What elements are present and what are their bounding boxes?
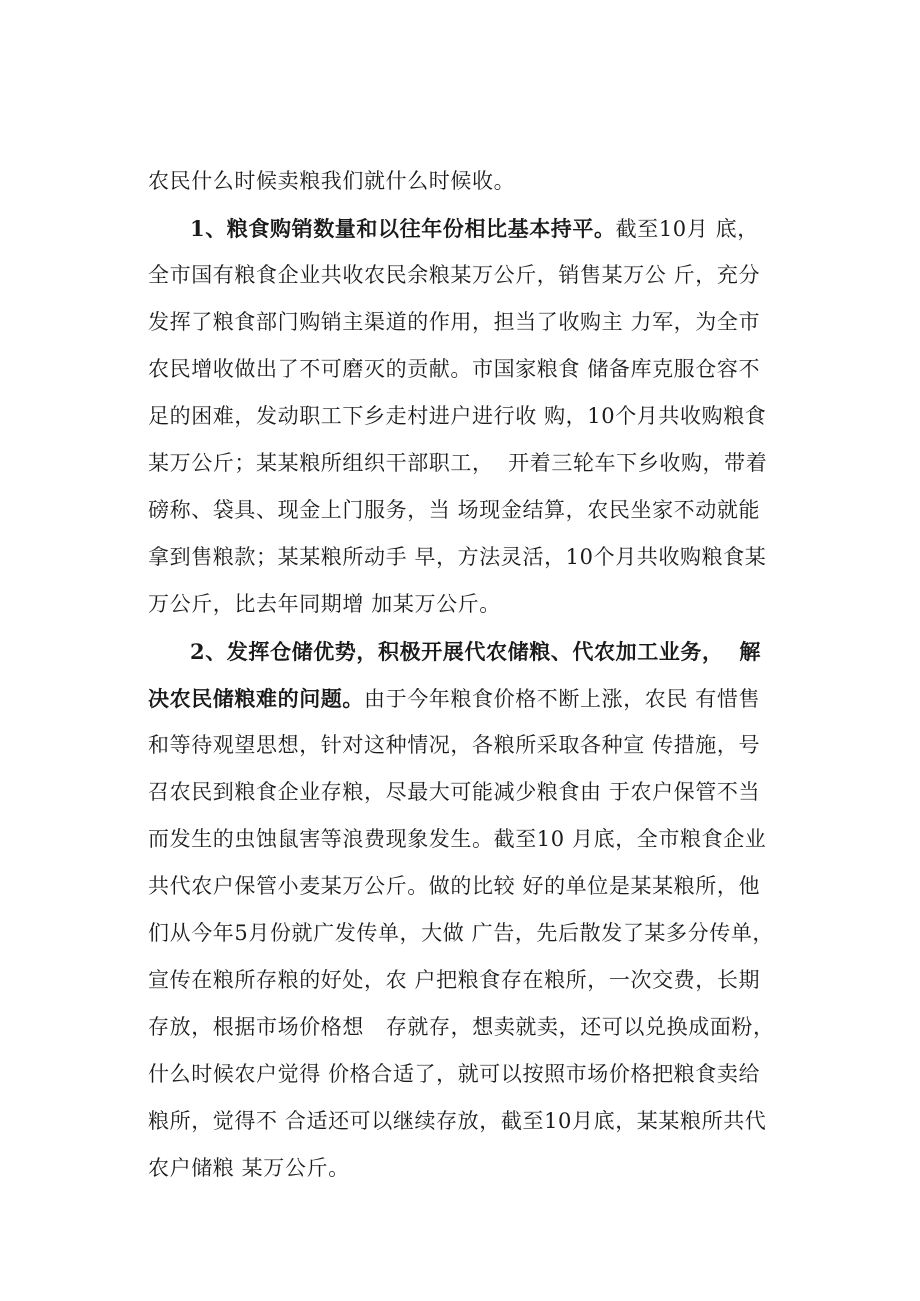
paragraph-line: 农民什么时候卖粮我们就什么时候收。 xyxy=(148,169,516,193)
paragraph-line: 农户储粮 某万公斤。 xyxy=(148,1156,350,1180)
paragraph-line: 万公斤，比去年同期增 加某万公斤。 xyxy=(148,592,501,616)
paragraph-line: 拿到售粮款；某某粮所动手 早，方法灵活，10个月共收购粮食某 xyxy=(148,545,767,569)
paragraph-2-heading: 决农民储粮难的问题。 xyxy=(148,686,364,711)
paragraph-line: 某万公斤；某某粮所组织干部职工， 开着三轮车下乡收购，带着 xyxy=(148,451,768,475)
paragraph-2-heading-line-1: 2、发挥仓储优势，积极开展代农储粮、代农加工业务， 解 xyxy=(190,639,762,664)
paragraph-1-heading: 1、粮食购销数量和以往年份相比基本持平。 xyxy=(190,216,616,241)
paragraph-line: 粮所，觉得不 合适还可以继续存放，截至10月底，某某粮所共代 xyxy=(148,1109,767,1133)
paragraph-line: 们从今年5月份就广发传单，大做 广告，先后散发了某多分传单， xyxy=(148,921,775,945)
paragraph-1-heading-tail: 截至10月 底， xyxy=(615,217,759,241)
paragraph-line: 存放，根据市场价格想 存就存，想卖就卖，还可以兑换成面粉， xyxy=(148,1015,775,1039)
paragraph-line: 全市国有粮食企业共收农民余粮某万公斤，销售某万公 斤，充分 xyxy=(148,263,761,287)
paragraph-line: 召农民到粮食企业存粮，尽最大可能减少粮食由 于农户保管不当 xyxy=(148,780,761,804)
paragraph-line: 足的困难，发动职工下乡走村进户进行收 购，10个月共收购粮食 xyxy=(148,404,767,428)
paragraph-line: 发挥了粮食部门购销主渠道的作用，担当了收购主 力军，为全市 xyxy=(148,310,761,334)
document-body xyxy=(148,158,808,1192)
paragraph-line: 而发生的虫蚀鼠害等浪费现象发生。截至10 月底，全市粮食企业 xyxy=(148,827,767,851)
paragraph-line: 磅称、袋具、现金上门服务，当 场现金结算，农民坐家不动就能 xyxy=(148,498,761,522)
paragraph-line: 农民增收做出了不可磨灭的贡献。市国家粮食 储备库克服仓容不 xyxy=(148,357,761,381)
paragraph-line: 宣传在粮所存粮的好处，农 户把粮食存在粮所，一次交费，长期 xyxy=(148,968,761,992)
paragraph-line: 什么时候农户觉得 价格合适了，就可以按照市场价格把粮食卖给 xyxy=(148,1062,761,1086)
paragraph-line: 共代农户保管小麦某万公斤。做的比较 好的单位是某某粮所，他 xyxy=(148,874,761,898)
paragraph-1-first-line xyxy=(148,205,808,252)
paragraph-line: 和等待观望思想，针对这种情况，各粮所采取各种宣 传措施，号 xyxy=(148,733,761,757)
paragraph-2-heading-tail: 由于今年粮食价格不断上涨，农民 有惜售 xyxy=(364,687,761,711)
paragraph-2-heading-line-2 xyxy=(148,675,808,722)
